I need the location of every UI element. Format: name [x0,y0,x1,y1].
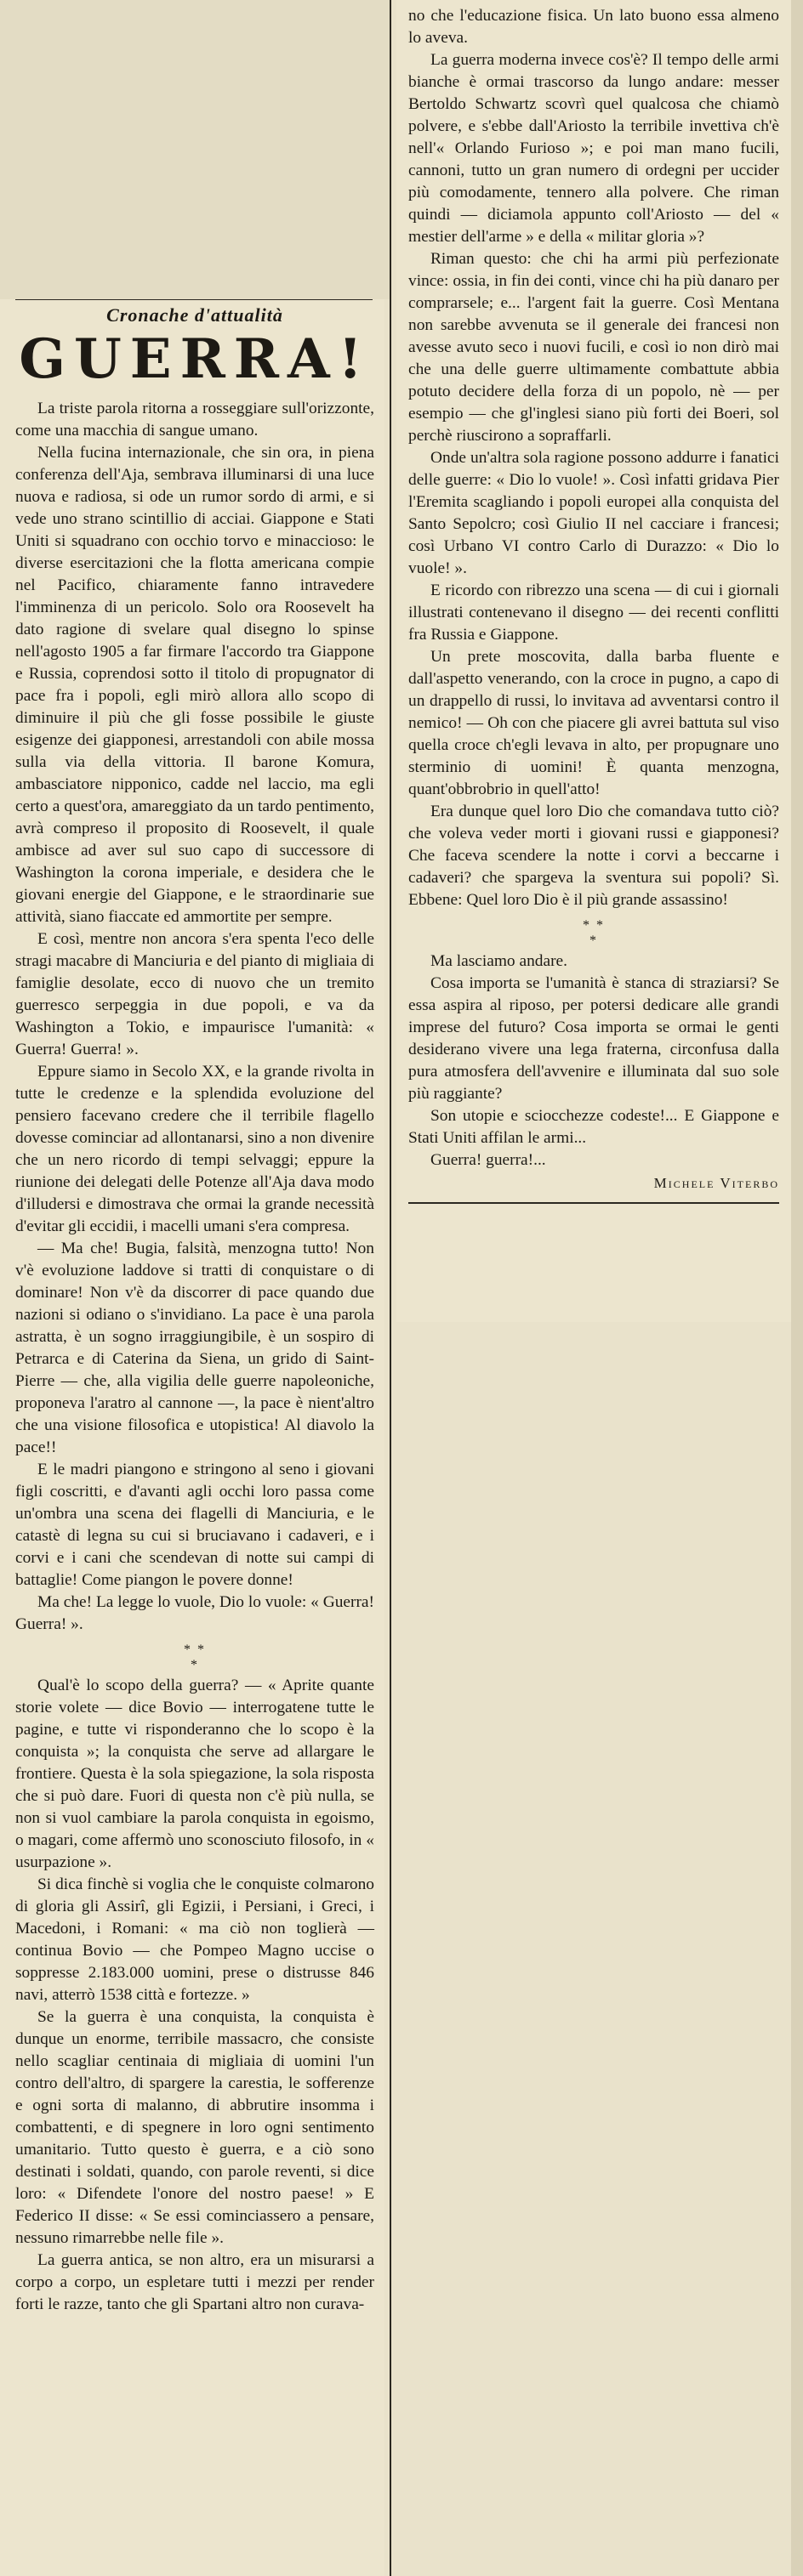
paragraph: Se la guerra è una conquista, la conquista è dunque un enorme, terribile massacro, che consiste nello scagliar centinaia di migliaia di uomini l'un contro dell'altro, di spargere la carestia, le sofferenze e ogni sorta di malanno, di abbrutire insomma i combattenti, e di spegnere in loro ogni sentimento umanitario. Tutto questo è guerra, e a ciò sono destinati i soldati, quando, con parole reventi, si dice loro: « Difendete l'onore del nostro paese! » E Federico II disse: « Se essi cominciassero a pensare, nessuno rimarrebbe nelle file ». [15,2008,374,2248]
article-body-part-2 [15,1675,374,2316]
paragraph: La guerra moderna invece cos'è? Il tempo delle armi bianche è ormai trascorso da lungo andare: messer Bertoldo Schwartz scovrì quel qualcosa che chiamò polvere, e s'ebbe dall'Ariosto la terribile invettiva ch'è nell'« Orlando Furioso »; e poi man mano fucili, cannoni, tutto un gran numero di ordegni per uccider più comodamente, tennero alla polvere. Che riman quindi — diciamola appunto coll'Ariosto — del « mestier dell'arme » e della « militar gloria »? [408,51,779,246]
article-column-left [0,299,384,2576]
article-body-part-1 [15,398,374,1636]
paragraph: Un prete moscovita, dalla barba fluente e dall'aspetto venerando, con la croce in pugno, a capo di un drappello di russi, lo invitava ad avventarsi contro il nemico! — Oh con che piacere gli avrei battuta sul viso quella croce ch'egli levava in alto, per propugnare uno sterminio di uomini! È quanta menzogna, quant'obbrobrio in quell'atto! [408,648,779,798]
page-margin-top-left [0,0,390,299]
paragraph: Eppure siamo in Secolo XX, e la grande rivolta in tutte le credenze e la splendida evoluzione del pensiero facevano credere che il terribile flagello dovesse cominciar ad allontanarsi, sino a non divenire che un nero ricordo di tempi selvaggi; eppure la riunione dei delegati delle Potenze all'Aja dava modo d'illudersi e dimostrava che ormai la grande necessità d'evitar gli eccidii, i macelli umani s'era compresa. [15,1063,374,1236]
paragraph: — Ma che! Bugia, falsità, menzogna tutto! Non v'è evoluzione laddove si tratti di conquistare o di dominare! Non v'è da discorrer di pace quando due nazioni si odiano o s'invidiano. La pace è una parola astratta, è un sogno irraggiungibile, è un sospiro di Petrarca e di Caterina da Siena, un grido di Saint-Pierre — che, alla vigilia delle guerre napoleoniche, proponeva l'aratro al cannone —, la pace è nient'altro che una visione filosofica e utopistica! Al diavolo la pace!! [15,1240,374,1457]
article-body-part-4 [408,950,779,1172]
paragraph: E ricordo con ribrezzo una scena — di cui i giornali illustrati contenevano il disegno — dei recenti conflitti fra Russia e Giappone. [408,582,779,644]
article-headline: GUERRA! [19,327,371,391]
paragraph: E così, mentre non ancora s'era spenta l'eco delle stragi macabre di Manciuria e del pianto di migliaia di famiglie desolate, ecco di nuovo che un tremito guerresco serpeggia in due popoli, e va da Washington a Tokio, e impaurisce l'umanità: « Guerra! Guerra! ». [15,930,374,1059]
article-body-part-3 [408,5,779,911]
paragraph: Nella fucina internazionale, che sin ora, in piena conferenza dell'Aja, sembrava illuminarsi di una luce nuova e radiosa, si ode un rumor sordo di armi, e si vede uno strano scintillio di acciai. Giappone e Stati Uniti si squadrano con occhio torvo e minaccioso: le diverse esercitazioni che la flotta americana compie nel Pacifico, chiaramente fanno intravedere l'imminenza di un pericolo. Solo ora Roosevelt ha dato ragione di svelare qual disegno lo spinse nell'agosto 1905 a far firmare l'accordo tra Giappone e Russia, coprendosi sotto il titolo di propugnator di pace fra i popoli, egli mirò allora allo scopo di diminuire il più che gli fosse possibile le giuste esigenze dei giapponesi, arrestandoli con abile mossa sulla via della vittoria. Il barone Komura, ambasciatore nipponico, cadde nel laccio, ma egli certo a quest'ora, amareggiato da un tardo pentimento, avrà compreso il proposito di Roosevelt, il quale ambisce ad aver sul suo capo di successore di Washington la corona imperiale, e desidera che le giovani energie del Giappone, e le straordinarie sue attività, siano fiaccate ed ammortite per sempre. [15,444,374,927]
section-separator-stars: * * * [184,1643,206,1673]
column-divider [390,0,391,2576]
paragraph: E le madri piangono e stringono al seno i giovani figli coscritti, e d'avanti agli occhi loro passa come un'ombra una scena dei flagelli di Manciuria, e le catastè di legna su cui si bruciavano i cadaveri, e i corvi e i cani che scendevan di notte sui campi di battaglie! Come piangon le povere donne! [15,1461,374,1590]
paragraph: Cosa importa se l'umanità è stanca di straziarsi? Se essa aspira al riposo, per potersi dedicare alle grandi imprese del futuro? Cosa importa se ormai le genti desiderano vivere una lega fraterna, circonfusa dalla pura atmosfera dell'avvenire e illuminata dal suo sole più raggiante? [408,974,779,1103]
paragraph: Ma lasciamo andare. [430,952,567,970]
paragraph: La triste parola ritorna a rosseggiare sull'orizzonte, come una macchia di sangue umano. [15,400,374,440]
article-column-right [396,0,791,1322]
paragraph: Guerra! guerra!... [430,1151,546,1169]
paragraph: Onde un'altra sola ragione possono addurre i fanatici delle guerre: « Dio lo vuole! ». Così infatti gridava Pier l'Eremita scagliando i popoli europei alla conquista del Santo Sepolcro; così Giulio II nel cacciare i francesi; così Urbano VI contro Carlo di Durazzo: « Dio lo vuole! ». [408,449,779,577]
paragraph: Son utopie e sciocchezze codeste!... E Giappone e Stati Uniti affilan le armi... [408,1107,779,1147]
article-end-rule [408,1202,779,1204]
section-separator-stars: * * * [583,918,605,948]
paragraph: Si dica finchè si voglia che le conquiste colmarono di gloria gli Assirî, gli Egizii, i Persiani, i Greci, i Macedoni, i Romani: « ma ciò non toglierà — continua Bovio — che Pompeo Magno uccise o soppresse 2.183.000 uomini, prese o distrusse 846 navi, atterrò 1538 città e fortezze. » [15,1875,374,2005]
paragraph: Qual'è lo scopo della guerra? — « Aprite quante storie volete — dice Bovio — interrogatene tutte le pagine, e tutte vi risponderanno che lo scopo è la conquista »; la conquista che serve ad allargare le frontiere. Questa è la sola spiegazione, la sola risposta che si può dare. Fuori di questa non c'è più nulla, se non si vuol cambiare la parola conquista in egoismo, o magari, come affermò uno sconosciuto filosofo, in « usurpazione ». [15,1677,374,1872]
page-edge-strip [791,0,803,2576]
section-title: Cronache d'attualità [106,304,283,326]
paragraph: La guerra antica, se non altro, era un misurarsi a corpo a corpo, un espletare tutti i mezzi per render forti le razze, tanto che gli Spartani altro non curava- [15,2251,374,2314]
paragraph: Era dunque quel loro Dio che comandava tutto ciò? che voleva veder morti i giovani russi e giapponesi? Che faceva scendere la notte i corvi a beccarne i cadaveri? che spargeva la sventura sui popoli? Sì. Ebbene: Quel loro Dio è il più grande assassino! [408,803,779,909]
paragraph: Ma che! La legge lo vuole, Dio lo vuole: « Guerra! Guerra! ». [15,1593,374,1634]
author-signature: Michele Viterbo [653,1175,779,1191]
section-top-rule [15,299,373,300]
paragraph: no che l'educazione fisica. Un lato buono essa almeno lo aveva. [408,7,779,47]
paragraph: Riman questo: che chi ha armi più perfezionate vince: ossia, in fin dei conti, vince chi ha più danaro per comprarsele; e... l'argent fait la guerre. Così Mentana non sarebbe avvenuta se il generale dei francesi non avesse avuto seco i nuovi fucili, e così io non dirò mai che una delle guerre ultimamente combattute abbia potuto decidere della forza di un popolo, nè — per esempio — che gl'inglesi siano più forti dei Boeri, sol perchè riuscirono a sopraffarli. [408,250,779,445]
